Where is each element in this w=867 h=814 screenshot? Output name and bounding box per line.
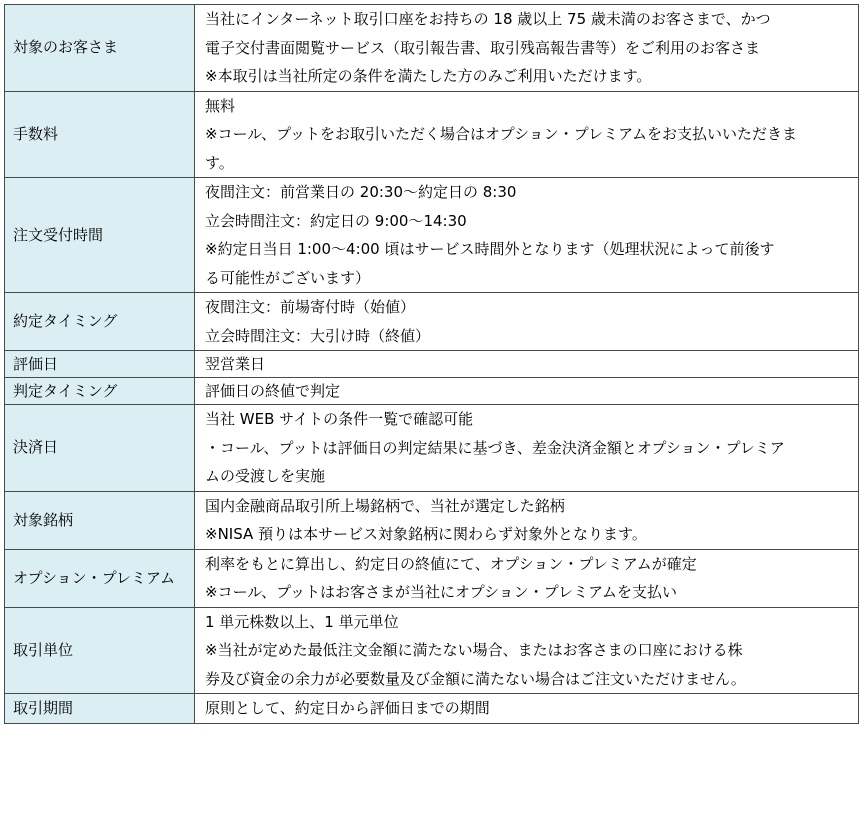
content-line: 立会時間注文：約定日の 9:00〜14:30 xyxy=(205,211,467,230)
content-line: 評価日の終値で判定 xyxy=(205,382,341,400)
row-label: オプション・プレミアム xyxy=(5,549,195,607)
spec-table xyxy=(4,4,859,724)
content-line: 当社にインターネット取引口座をお持ちの 18 歳以上 75 歳未満のお客さまで、かつ xyxy=(205,10,771,28)
row-content xyxy=(195,694,859,724)
row-content xyxy=(195,5,859,92)
row-label: 判定タイミング xyxy=(5,378,195,405)
content-line: 夜間注文：前営業日の 20:30〜約定日の 8:30 xyxy=(205,183,517,201)
row-content xyxy=(195,293,859,351)
content-line: 当社 WEB サイトの条件一覧で確認可能 xyxy=(205,410,474,428)
table-row xyxy=(5,378,859,405)
table-row xyxy=(5,351,859,378)
row-content xyxy=(195,378,859,405)
row-content xyxy=(195,607,859,694)
row-label: 取引単位 xyxy=(5,607,195,694)
row-content xyxy=(195,491,859,549)
content-line: ※コール、プットはお客さまが当社にオプション・プレミアムを支払い xyxy=(205,583,678,601)
table-row xyxy=(5,5,859,92)
row-content xyxy=(195,549,859,607)
table-row xyxy=(5,91,859,178)
row-label: 注文受付時間 xyxy=(5,178,195,293)
row-label: 手数料 xyxy=(5,91,195,178)
content-line: ※NISA 預りは本サービス対象銘柄に関わらず対象外となります。 xyxy=(205,525,647,543)
content-line: 翌営業日 xyxy=(205,355,266,373)
row-label: 約定タイミング xyxy=(5,293,195,351)
content-line: ※本取引は当社所定の条件を満たした方のみご利用いただけます。 xyxy=(205,67,652,85)
table-row xyxy=(5,178,859,293)
row-label: 対象のお客さま xyxy=(5,5,195,92)
content-line: ※約定日当日 1:00〜4:00 頃はサービス時間外となります（処理状況によって前後す xyxy=(205,240,775,258)
row-content xyxy=(195,91,859,178)
content-line: 利率をもとに算出し、約定日の終値にて、オプション・プレミアムが確定 xyxy=(205,554,697,573)
content-line: ムの受渡しを実施 xyxy=(205,467,326,485)
row-label: 決済日 xyxy=(5,405,195,492)
content-line: 電子交付書面閲覧サービス（取引報告書、取引残高報告書等）をご利用のお客さま xyxy=(205,38,761,57)
content-line: 1 単元株数以上、1 単元単位 xyxy=(205,612,399,631)
row-content xyxy=(195,351,859,378)
content-line: 立会時間注文：大引け時（終値） xyxy=(205,326,431,345)
content-line: 券及び資金の余力が必要数量及び金額に満たない場合はご注文いただけません。 xyxy=(205,669,746,688)
content-line: す。 xyxy=(205,153,234,172)
table-row xyxy=(5,607,859,694)
content-line: ※コール、プットをお取引いただく場合はオプション・プレミアムをお支払いいただきま xyxy=(205,125,798,143)
row-content xyxy=(195,178,859,293)
row-label: 取引期間 xyxy=(5,694,195,724)
row-label: 対象銘柄 xyxy=(5,491,195,549)
row-label: 評価日 xyxy=(5,351,195,378)
table-row xyxy=(5,694,859,724)
content-line: 原則として、約定日から評価日までの期間 xyxy=(205,699,490,717)
content-line: ※当社が定めた最低注文金額に満たない場合、またはお客さまの口座における株 xyxy=(205,641,743,659)
row-content xyxy=(195,405,859,492)
content-line: 無料 xyxy=(205,96,236,115)
content-line: る可能性がございます） xyxy=(205,268,371,287)
content-line: 夜間注文：前場寄付時（始値） xyxy=(205,298,416,316)
table-row xyxy=(5,549,859,607)
content-line: 国内金融商品取引所上場銘柄で、当社が選定した銘柄 xyxy=(205,496,565,515)
table-row xyxy=(5,491,859,549)
content-line: ・コール、プットは評価日の判定結果に基づき、差金決済金額とオプション・プレミア xyxy=(205,438,785,457)
table-row xyxy=(5,293,859,351)
table-row xyxy=(5,405,859,492)
